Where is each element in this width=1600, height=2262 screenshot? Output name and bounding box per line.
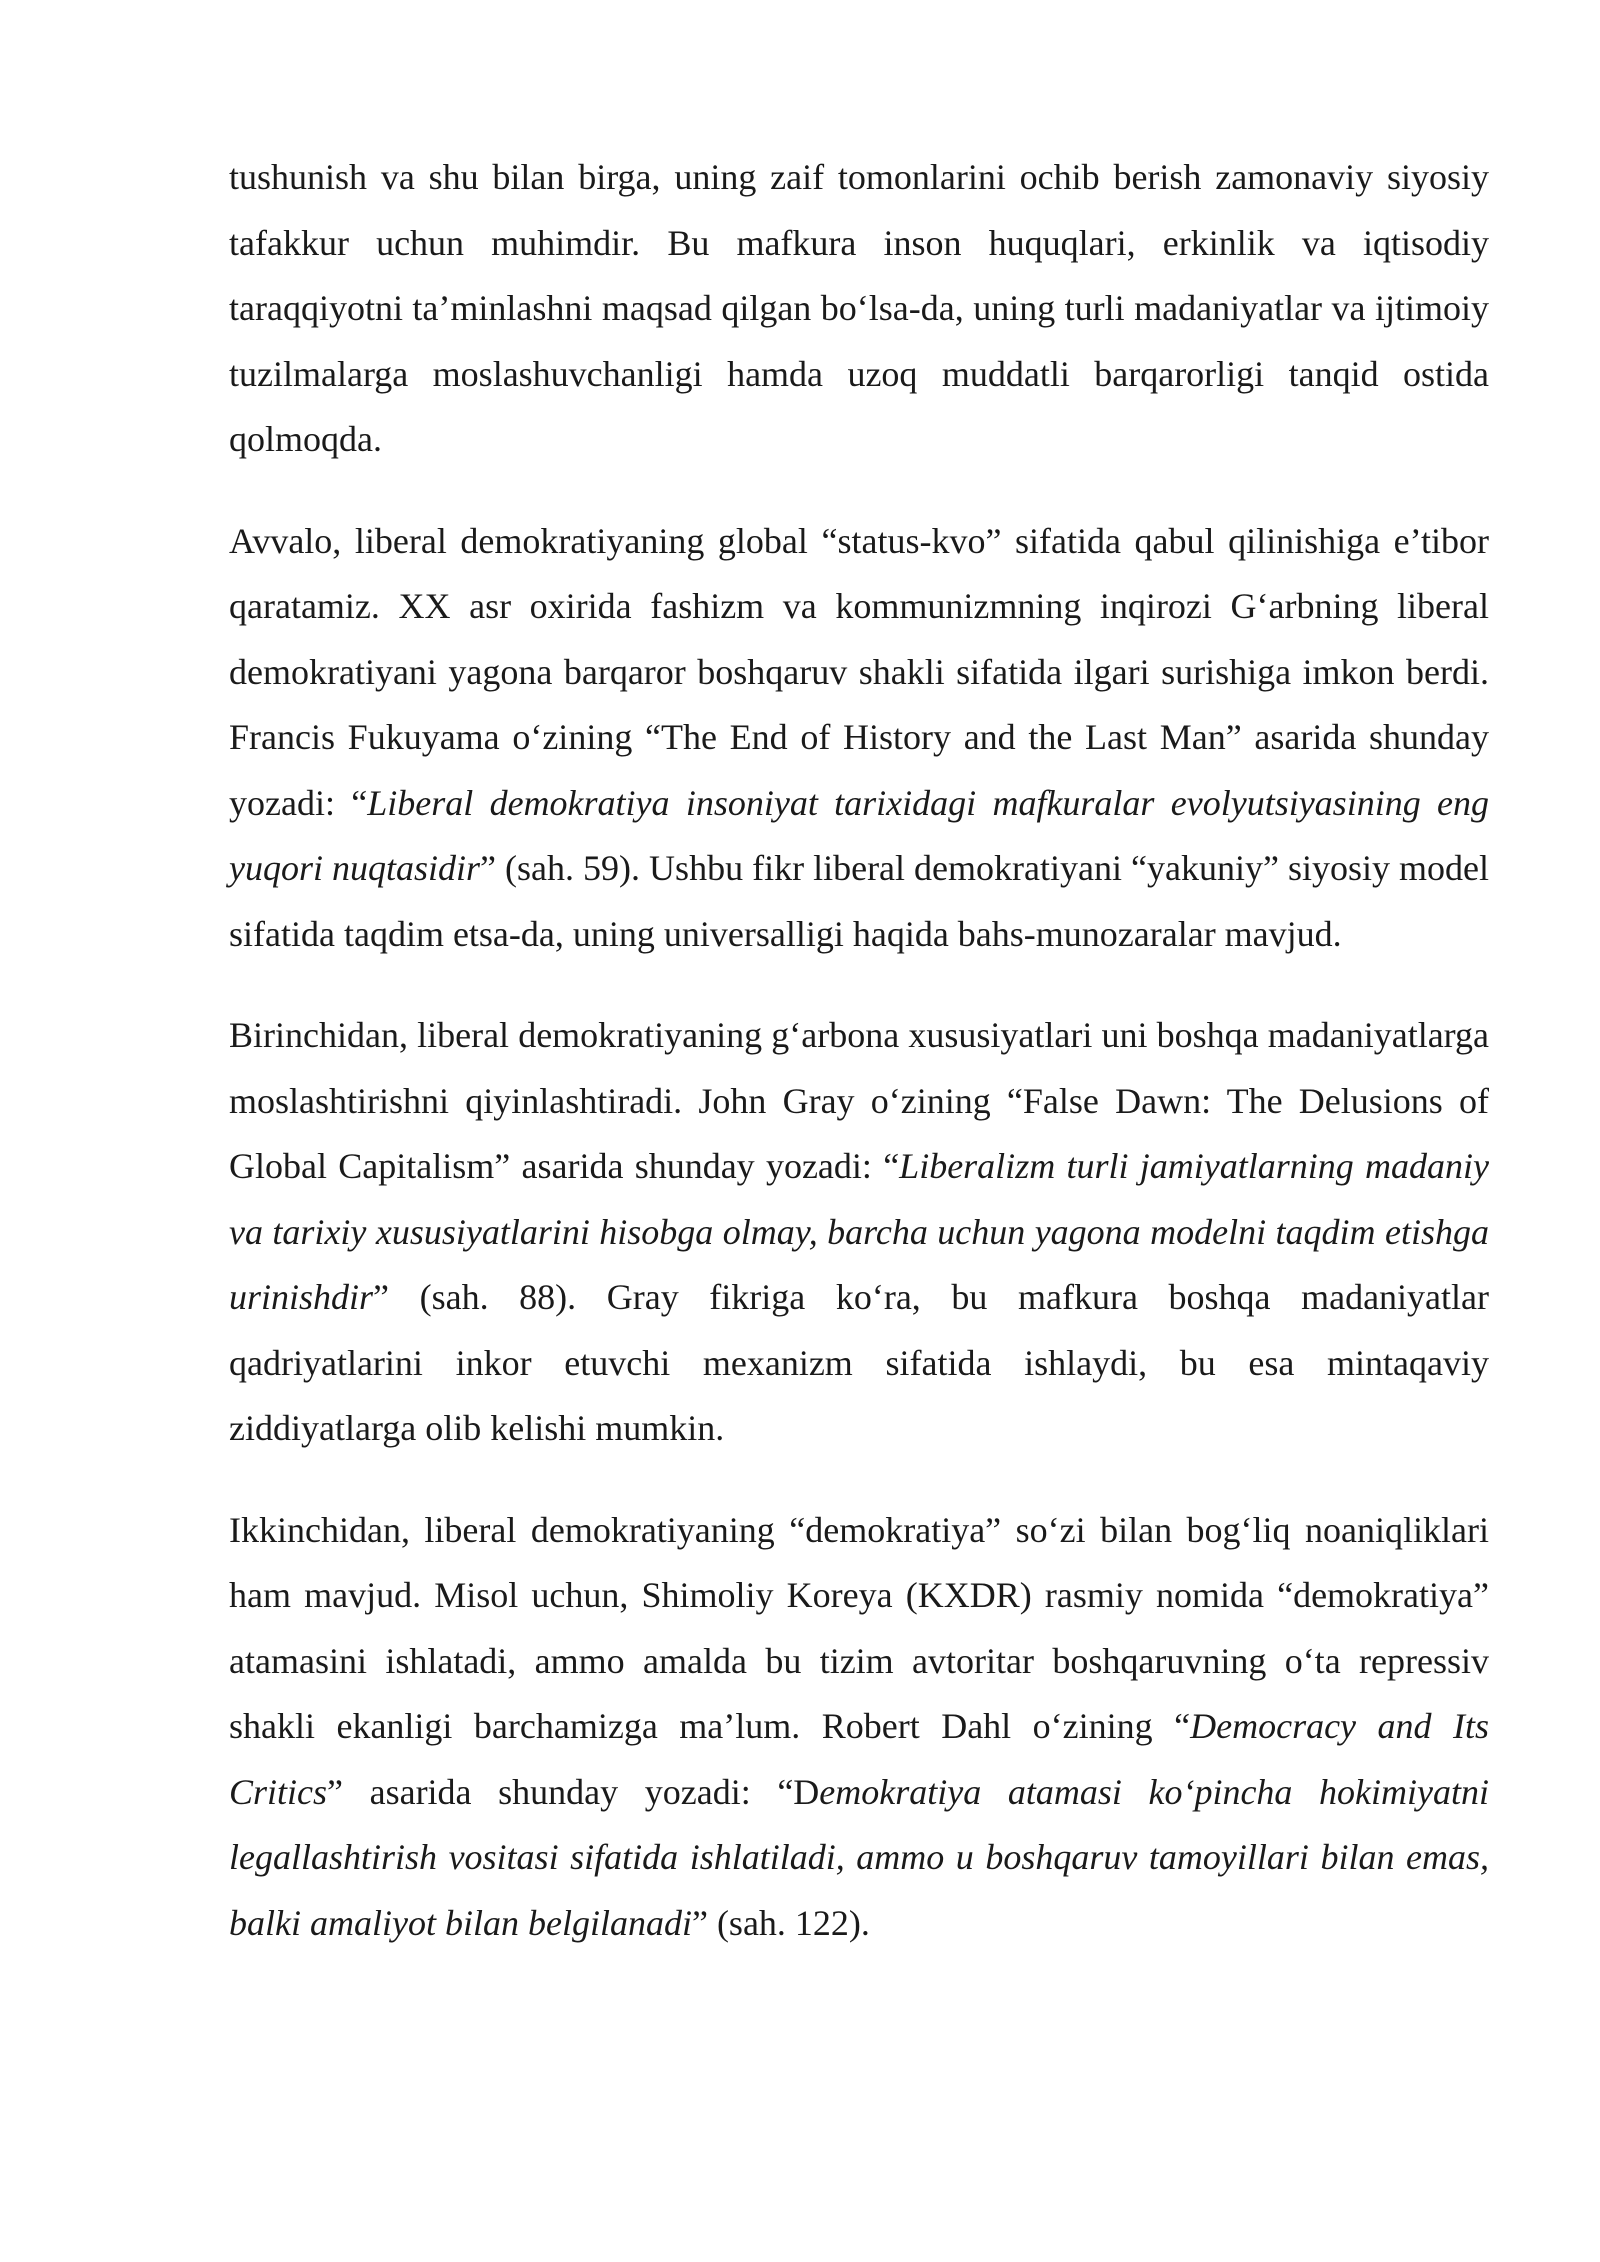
text-run: tushunish va shu bilan birga, uning zaif tomonlarini ochib berish zamonaviy siyosiy tafakkur uchun muhimdir. Bu mafkura inson huquqlari, erkinlik va iqtisodiy taraqqiyotni ta’minlashni maqsad qilgan bo‘lsa-da, uning turli madaniyatlar va ijtimoiy tuzilmalarga moslashuvchanligi hamda uzoq muddatli barqarorligi tanqid ostida qolmoqda. — [229, 157, 1489, 459]
paragraph-3 — [229, 1003, 1489, 1462]
paragraph-2 — [229, 509, 1489, 968]
document-page — [229, 145, 1489, 1956]
paragraph-1 — [229, 145, 1489, 473]
italic-quote: Liberalizm turli jamiyatlarning madaniy va tarixiy xususiyatlarini hisobga olmay, barcha uchun yagona modelni taqdim etishga urinishdir — [229, 1146, 1489, 1317]
paragraph-4 — [229, 1498, 1489, 1957]
italic-quote: emokratiya atamasi ko‘pincha hokimiyatni legallashtirish vositasi sifatida ishlatiladi, ammo u boshqaruv tamoyillari bilan emas, balki amaliyot bilan belgilanadi — [229, 1771, 1489, 1943]
text-run: Birinchidan, liberal demokratiyaning g‘arbona xususiyatlari uni boshqa madaniyatlarga moslashtirishni qiyinlashtiradi. John Gray o‘zining “False Dawn: The Delusions of Global Capitalism” asarida shunday yozadi: “ — [229, 1015, 1489, 1186]
text-run: Ikkinchidan, liberal demokratiyaning “demokratiya” so‘zi bilan bog‘liq noaniqliklari ham mavjud. Misol uchun, Shimoliy Koreya (KXDR) rasmiy nomida “demokratiya” atamasini ishlatadi, ammo amalda bu tizim avtoritar boshqaruvning o‘ta repressiv shakli ekanligi barchamizga ma’lum. Robert Dahl o‘zining “ — [229, 1509, 1489, 1746]
text-run: ” (sah. 88). Gray fikriga ko‘ra, bu mafkura boshqa madaniyatlar qadriyatlarini inkor etuvchi mexanizm sifatida ishlaydi, bu esa mintaqaviy ziddiyatlarga olib kelishi mumkin. — [229, 1277, 1489, 1448]
italic-book-title: Democracy and Its Critics — [229, 1706, 1489, 1812]
text-run: ” (sah. 122). — [691, 1902, 870, 1943]
text-run: ” asarida shunday yozadi: “D — [327, 1771, 820, 1812]
text-run: Avvalo, liberal demokratiyaning global “status-kvo” sifatida qabul qilinishiga e’tibor qaratamiz. XX asr oxirida fashizm va kommunizmning inqirozi G‘arbning liberal demokratiyani yagona barqaror boshqaruv shakli sifatida ilgari surishiga imkon berdi. Francis Fukuyama o‘zining “The End of History and the Last Man” asarida shunday yozadi: “ — [229, 520, 1489, 823]
text-run: ” (sah. 59). Ushbu fikr liberal demokratiyani “yakuniy” siyosiy model sifatida taqdim etsa-da, uning universalligi haqida bahs-munozaralar mavjud. — [229, 848, 1489, 954]
italic-quote: Liberal demokratiya insoniyat tarixidagi mafkuralar evolyutsiyasining eng yuqori nuqtasidir — [229, 782, 1489, 888]
